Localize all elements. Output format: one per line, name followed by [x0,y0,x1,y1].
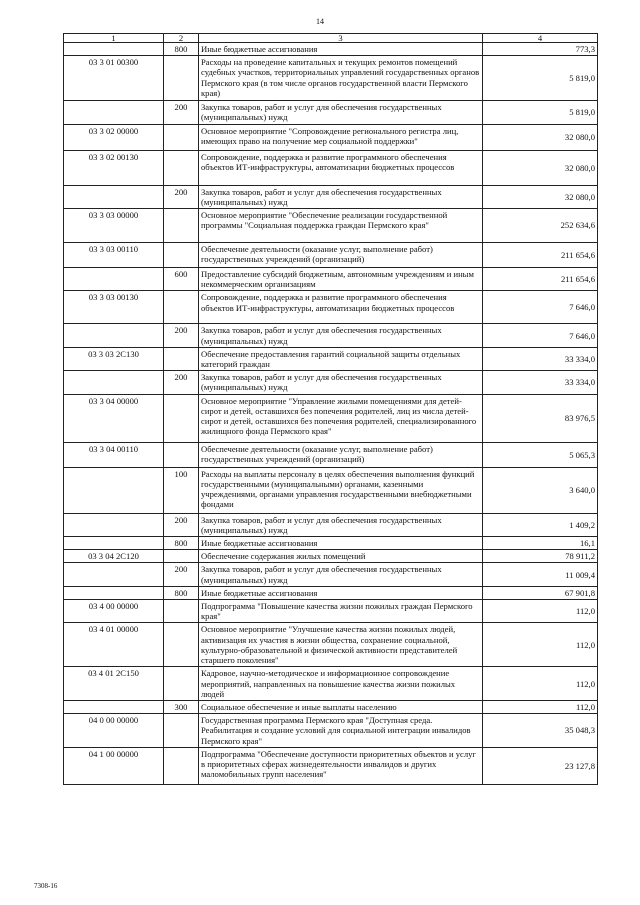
row-expense-type [164,747,199,784]
row-name: Обеспечение предоставления гарантий социальной защиты отдельных категорий граждан [199,347,483,370]
row-amount: 33 334,0 [483,371,598,394]
row-code: 03 3 02 00130 [64,150,164,185]
row-amount: 7 646,0 [483,291,598,324]
row-amount: 252 634,6 [483,209,598,243]
header-col-3: 3 [199,34,483,43]
row-amount: 112,0 [483,667,598,701]
row-expense-type: 800 [164,537,199,550]
row-name: Обеспечение деятельности (оказание услуг, выполнение работ) государственных учреждений (организаций) [199,442,483,467]
table-row [64,714,598,748]
row-amount: 35 048,3 [483,714,598,748]
row-expense-type [164,347,199,370]
row-expense-type [164,150,199,185]
row-amount: 112,0 [483,701,598,714]
row-expense-type [164,209,199,243]
table-row [64,243,598,268]
row-amount: 33 334,0 [483,347,598,370]
row-name: Закупка товаров, работ и услуг для обеспечения государственных (муниципальных) нужд [199,563,483,586]
row-amount: 32 080,0 [483,185,598,208]
table-row [64,563,598,586]
table-row [64,371,598,394]
row-code [64,467,164,513]
row-code [64,185,164,208]
row-amount: 16,1 [483,537,598,550]
row-code [64,586,164,599]
row-code [64,563,164,586]
row-code [64,324,164,347]
row-code: 03 3 03 00130 [64,291,164,324]
page-number: 14 [316,17,324,26]
row-code: 03 3 02 00000 [64,124,164,150]
header-col-4: 4 [483,34,598,43]
row-name: Закупка товаров, работ и услуг для обеспечения государственных (муниципальных) нужд [199,185,483,208]
row-name: Сопровождение, поддержка и развитие программного обеспечения объектов ИТ-инфраструктуры, автоматизации бюджетных процессов [199,150,483,185]
row-expense-type [164,124,199,150]
row-expense-type: 800 [164,43,199,56]
row-expense-type [164,56,199,101]
row-amount: 5 819,0 [483,101,598,124]
row-name: Государственная программа Пермского края "Доступная среда. Реабилитация и создание условий для социальной интеграции инвалидов Пермского края" [199,714,483,748]
table-row [64,43,598,56]
row-expense-type: 100 [164,467,199,513]
table-row [64,185,598,208]
table-row [64,747,598,784]
row-name: Иные бюджетные ассигнования [199,43,483,56]
table-row [64,600,598,623]
row-code: 03 3 03 00110 [64,243,164,268]
row-name: Иные бюджетные ассигнования [199,537,483,550]
table-row [64,667,598,701]
row-code: 04 0 00 00000 [64,714,164,748]
row-amount: 23 127,8 [483,747,598,784]
row-name: Закупка товаров, работ и услуг для обеспечения государственных (муниципальных) нужд [199,371,483,394]
row-name: Расходы на проведение капитальных и текущих ремонтов помещений судебных участков, территориальных управлений государственных органов Пермского края (в том числе органов государственной власти Пермского края) [199,56,483,101]
row-expense-type: 200 [164,324,199,347]
row-expense-type [164,442,199,467]
table-row [64,513,598,536]
row-code [64,701,164,714]
row-name: Подпрограмма "Повышение качества жизни пожилых граждан Пермского края" [199,600,483,623]
row-amount: 5 065,3 [483,442,598,467]
table-row [64,268,598,291]
table-row [64,467,598,513]
row-code: 03 3 04 2С120 [64,550,164,563]
row-expense-type: 200 [164,101,199,124]
footer-code: 7308-16 [34,882,58,890]
row-amount: 3 640,0 [483,467,598,513]
row-name: Основное мероприятие "Улучшение качества жизни пожилых людей, активизация их участия в жизни общества, сохранение социальной, культурно-образовательной и физической активности представителей старшего поколения" [199,623,483,667]
row-expense-type: 200 [164,185,199,208]
row-code [64,268,164,291]
row-expense-type [164,667,199,701]
row-amount: 32 080,0 [483,124,598,150]
table-row [64,701,598,714]
row-code: 03 3 04 00110 [64,442,164,467]
row-amount: 112,0 [483,600,598,623]
row-amount: 211 654,6 [483,243,598,268]
row-code: 03 4 01 2С150 [64,667,164,701]
row-code [64,371,164,394]
row-name: Закупка товаров, работ и услуг для обеспечения государственных (муниципальных) нужд [199,513,483,536]
row-code: 03 3 03 00000 [64,209,164,243]
table-row [64,150,598,185]
row-expense-type [164,623,199,667]
row-expense-type: 600 [164,268,199,291]
table-row [64,442,598,467]
row-name: Кадровое, научно-методическое и информационное сопровождение мероприятий, направленных на повышение качества жизни пожилых людей [199,667,483,701]
table-row [64,291,598,324]
row-expense-type [164,550,199,563]
row-amount: 773,3 [483,43,598,56]
row-code: 03 3 03 2С130 [64,347,164,370]
row-amount: 32 080,0 [483,150,598,185]
row-name: Обеспечение деятельности (оказание услуг, выполнение работ) государственных учреждений (организаций) [199,243,483,268]
row-name: Основное мероприятие "Обеспечение реализации государственной программы "Социальная поддержка граждан Пермского края" [199,209,483,243]
table-row [64,124,598,150]
table-row [64,56,598,101]
row-amount: 78 911,2 [483,550,598,563]
row-expense-type [164,714,199,748]
table-row [64,623,598,667]
row-name: Социальное обеспечение и иные выплаты населению [199,701,483,714]
row-name: Закупка товаров, работ и услуг для обеспечения государственных (муниципальных) нужд [199,324,483,347]
table-row [64,209,598,243]
row-code: 03 3 04 00000 [64,394,164,442]
table-header-row [64,34,598,43]
row-name: Расходы на выплаты персоналу в целях обеспечения выполнения функций государственными (муниципальными) органами, казенными учреждениями, органами управления государственными внебюджетными фондами [199,467,483,513]
table-row [64,347,598,370]
row-expense-type [164,394,199,442]
row-name: Основное мероприятие "Управление жилыми помещениями для детей-сирот и детей, оставшихся без попечения родителей, лиц из числа детей-сирот и детей, оставшихся без попечения родителей, специализированного жилищного фонда Пермского края" [199,394,483,442]
row-code: 04 1 00 00000 [64,747,164,784]
row-amount: 112,0 [483,623,598,667]
table-row [64,550,598,563]
row-amount: 5 819,0 [483,56,598,101]
row-name: Сопровождение, поддержка и развитие программного обеспечения объектов ИТ-инфраструктуры, автоматизации бюджетных процессов [199,291,483,324]
table-row [64,101,598,124]
row-expense-type: 200 [164,513,199,536]
row-expense-type [164,291,199,324]
row-expense-type [164,243,199,268]
header-col-2: 2 [164,34,199,43]
row-amount: 7 646,0 [483,324,598,347]
row-code [64,101,164,124]
budget-table [63,33,598,785]
table-row [64,394,598,442]
row-name: Закупка товаров, работ и услуг для обеспечения государственных (муниципальных) нужд [199,101,483,124]
row-amount: 67 901,8 [483,586,598,599]
row-code: 03 4 01 00000 [64,623,164,667]
row-name: Основное мероприятие "Сопровождение регионального регистра лиц, имеющих право на получение мер социальной поддержки" [199,124,483,150]
row-code: 03 3 01 00300 [64,56,164,101]
row-expense-type: 800 [164,586,199,599]
row-amount: 11 009,4 [483,563,598,586]
row-amount: 83 976,5 [483,394,598,442]
row-amount: 1 409,2 [483,513,598,536]
row-code [64,43,164,56]
table-body [64,43,598,785]
row-expense-type: 300 [164,701,199,714]
row-name: Подпрограмма "Обеспечение доступности приоритетных объектов и услуг в приоритетных сферах жизнедеятельности инвалидов и других маломобильных групп населения" [199,747,483,784]
row-code [64,537,164,550]
table-row [64,586,598,599]
row-name: Предоставление субсидий бюджетным, автономным учреждениям и иным некоммерческим организациям [199,268,483,291]
row-code [64,513,164,536]
table-row [64,537,598,550]
row-name: Обеспечение содержания жилых помещений [199,550,483,563]
row-name: Иные бюджетные ассигнования [199,586,483,599]
header-col-1: 1 [64,34,164,43]
row-expense-type [164,600,199,623]
row-code: 03 4 00 00000 [64,600,164,623]
row-expense-type: 200 [164,563,199,586]
table-row [64,324,598,347]
row-amount: 211 654,6 [483,268,598,291]
row-expense-type: 200 [164,371,199,394]
